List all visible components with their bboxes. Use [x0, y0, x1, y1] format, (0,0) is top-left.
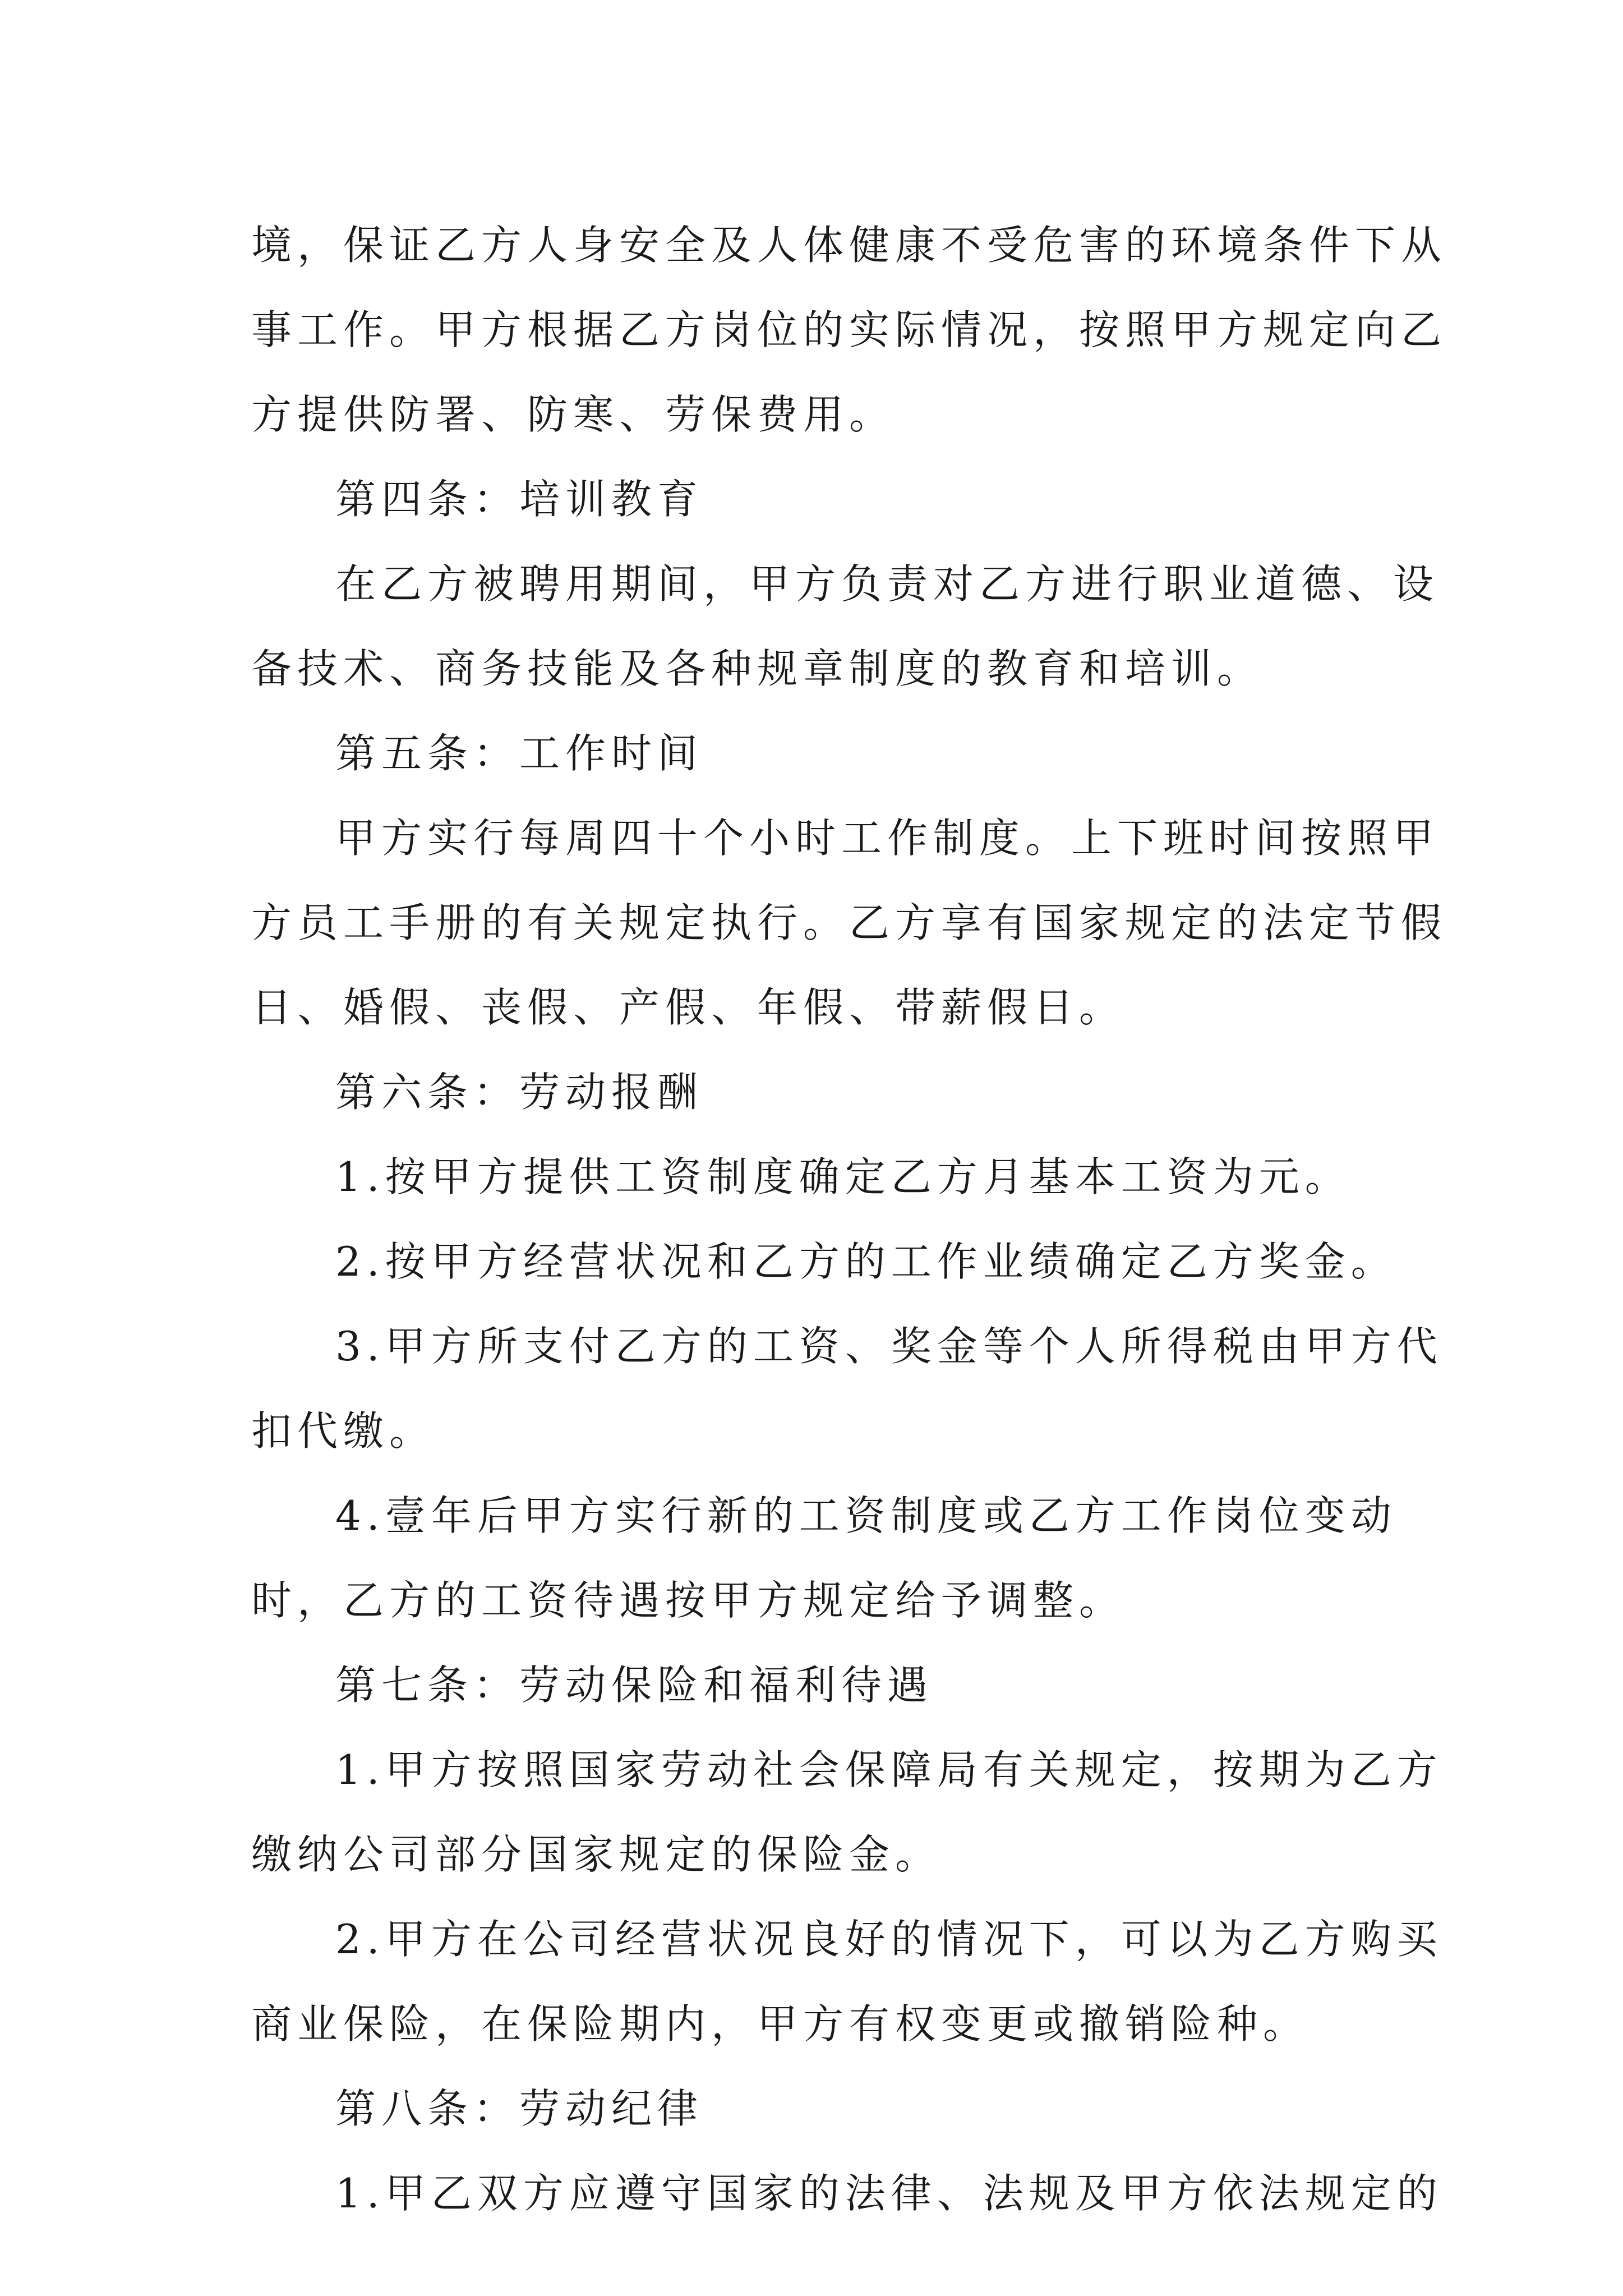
paragraph-line: 备技术、商务技能及各种规章制度的教育和培训。	[251, 645, 1264, 692]
paragraph-line: 境，保证乙方人身安全及人体健康不受危害的环境条件下从	[251, 222, 1447, 269]
list-item: 1.甲乙双方应遵守国家的法律、法规及甲方依法规定的	[335, 2170, 1443, 2217]
document-body	[251, 203, 1447, 2236]
paragraph-line: 方员工手册的有关规定执行。乙方享有国家规定的法定节假	[251, 899, 1447, 946]
paragraph-line: 缴纳公司部分国家规定的保险金。	[251, 1831, 942, 1878]
paragraph-line: 扣代缴。	[251, 1407, 436, 1455]
list-item: 1.甲方按照国家劳动社会保障局有关规定，按期为乙方	[335, 1746, 1443, 1793]
list-item: 2.按甲方经营状况和乙方的工作业绩确定乙方奖金。	[335, 1238, 1397, 1285]
paragraph-line: 甲方实行每周四十个小时工作制度。上下班时间按照甲	[335, 815, 1440, 862]
section-title-8: 第八条：劳动纪律	[335, 2085, 704, 2132]
list-item: 3.甲方所支付乙方的工资、奖金等个人所得税由甲方代	[335, 1323, 1443, 1370]
paragraph-line: 日、婚假、丧假、产假、年假、带薪假日。	[251, 984, 1126, 1031]
paragraph-line: 时，乙方的工资待遇按甲方规定给予调整。	[251, 1577, 1126, 1624]
list-item: 1.按甲方提供工资制度确定乙方月基本工资为元。	[335, 1153, 1351, 1200]
paragraph-line: 商业保险，在保险期内，甲方有权变更或撤销险种。	[251, 2000, 1310, 2047]
paragraph-line: 方提供防署、防寒、劳保费用。	[251, 391, 896, 438]
section-title-6: 第六条：劳动报酬	[335, 1069, 704, 1116]
section-title-5: 第五条：工作时间	[335, 730, 704, 777]
paragraph-line: 在乙方被聘用期间，甲方负责对乙方进行职业道德、设	[335, 560, 1440, 608]
paragraph-line: 事工作。甲方根据乙方岗位的实际情况，按照甲方规定向乙	[251, 306, 1447, 353]
section-title-7: 第七条：劳动保险和福利待遇	[335, 1662, 934, 1709]
section-title-4: 第四条：培训教育	[335, 476, 704, 523]
list-item: 2.甲方在公司经营状况良好的情况下，可以为乙方购买	[335, 1916, 1443, 1963]
list-item: 4.壹年后甲方实行新的工资制度或乙方工作岗位变动	[335, 1492, 1397, 1539]
